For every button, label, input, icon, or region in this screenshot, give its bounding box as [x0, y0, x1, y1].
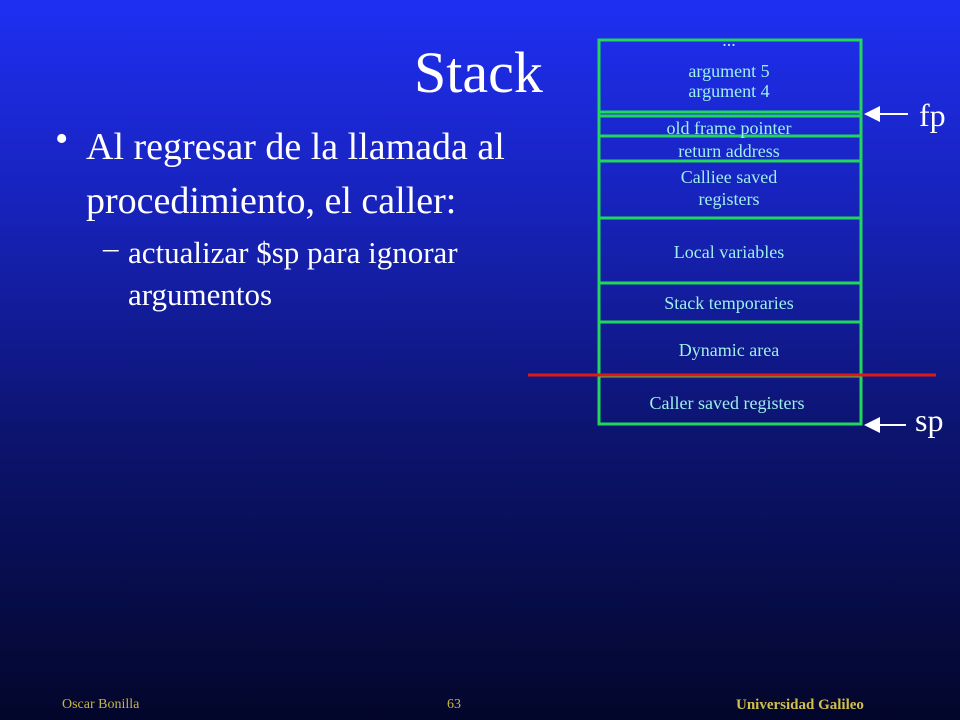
footer-author: Oscar Bonilla: [62, 697, 140, 712]
sub-bullet-marker: –: [103, 230, 119, 265]
stack-return-address: return address: [678, 141, 780, 161]
footer-university: Universidad Galileo: [736, 697, 864, 713]
stack-callee-saved-line1: Calliee saved: [680, 167, 778, 187]
fp-label: fp: [919, 97, 946, 133]
stack-dynamic-area: Dynamic area: [678, 340, 780, 360]
footer-page-number: 63: [447, 697, 461, 712]
sp-label: sp: [915, 402, 944, 438]
bullet-text: Al regresar de la llamada al procedimiento, el caller:: [86, 126, 505, 222]
slide-title: Stack: [414, 40, 543, 105]
stack-caller-saved: Caller saved registers: [649, 393, 805, 413]
stack-argument-5: argument 5: [688, 61, 770, 81]
stack-argument-4: argument 4: [688, 81, 770, 101]
stack-top-ellipsis: ...: [722, 30, 736, 50]
sub-bullet-text: actualizar $sp para ignorar argumentos: [128, 235, 458, 312]
stack-callee-saved-line2: registers: [698, 189, 760, 209]
bullet-marker: •: [55, 118, 69, 160]
stack-local-variables: Local variables: [673, 242, 785, 262]
stack-temporaries: Stack temporaries: [664, 293, 794, 313]
stack-old-frame-pointer: old frame pointer: [666, 118, 792, 138]
